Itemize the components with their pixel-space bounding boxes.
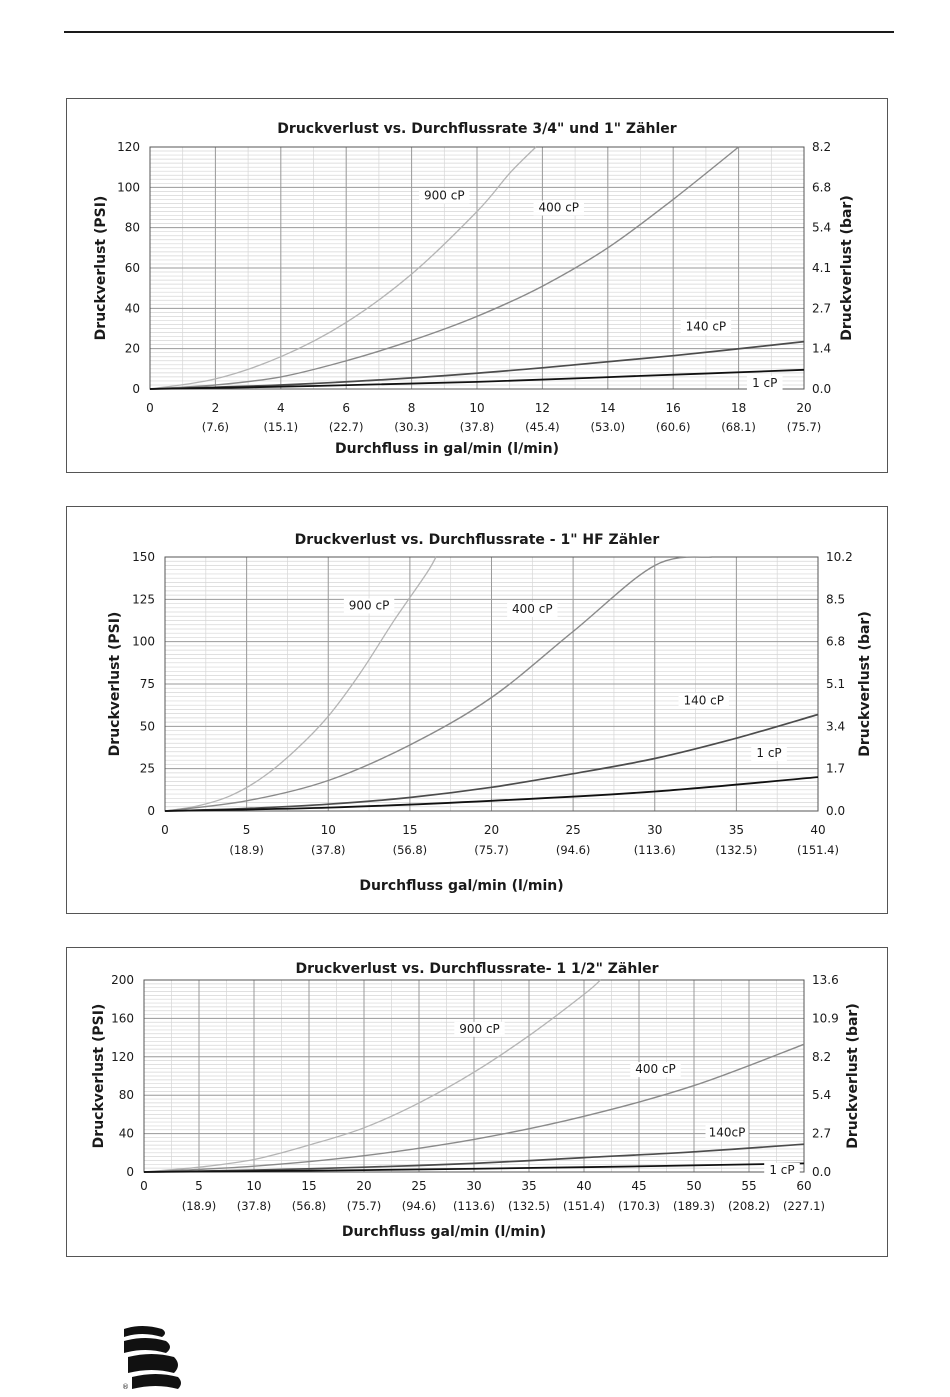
y-tick-label: 125 [132,592,155,607]
y2-tick-label: 8.5 [826,592,846,607]
x-tick-lpm-label: (37.8) [459,420,495,434]
y2-tick-label: 8.2 [812,140,832,154]
top-rule [64,31,894,33]
series-label-140-cp: 140 cP [683,693,725,708]
chart-title: Druckverlust vs. Durchflussrate 3/4" und 1" Zähler [277,121,677,137]
x-tick-lpm-label: (113.6) [633,843,676,857]
y-tick-label: 80 [124,220,140,235]
x-tick-lpm-label: (56.8) [291,1199,327,1213]
y-tick-label: 0 [147,804,155,818]
x-tick-lpm-label: (7.6) [201,420,230,434]
x-tick-label: 30 [647,823,663,837]
x-tick-lpm-label: (94.6) [555,843,591,857]
x-tick-lpm-label: (189.3) [673,1199,715,1213]
x-tick-label: 8 [407,401,416,415]
y-tick-label: 20 [124,341,140,356]
x-tick-label: 2 [211,401,220,415]
x-axis-label: Durchfluss gal/min (l/min) [341,1224,547,1240]
y-tick-label: 120 [117,140,140,154]
x-tick-lpm-label: (45.4) [525,420,560,434]
x-tick-label: 10 [469,401,485,415]
x-tick-label: 30 [466,1179,482,1193]
series-label-400-cp: 400 cP [512,601,553,616]
x-tick-lpm-label: (68.1) [721,420,756,434]
y2-tick-label: 5.4 [812,220,832,235]
company-logo [122,1325,184,1390]
logo-mark-icon [124,1326,181,1389]
x-tick-label: 20 [356,1179,372,1193]
y2-tick-label: 13.6 [812,973,839,987]
x-tick-lpm-label: (208.2) [728,1199,770,1213]
y2-tick-label: 0.0 [812,382,832,396]
x-tick-lpm-label: (113.6) [453,1199,495,1213]
y-tick-label: 120 [111,1049,134,1064]
x-tick-label: 0 [140,1179,148,1193]
y2-tick-label: 0.0 [826,804,846,818]
chart-panel-3-4-and-1-inch [66,98,888,473]
series-label-140cp: 140cP [708,1125,746,1140]
x-tick-lpm-label: (94.6) [401,1199,437,1213]
series-label-1-cp: 1 cP [769,1162,795,1177]
x-tick-lpm-label: (15.1) [263,420,299,434]
x-tick-label: 55 [741,1179,757,1193]
y2-tick-label: 1.7 [826,761,846,776]
y-tick-label: 150 [132,550,155,564]
chart-1-1-2-inch [67,948,889,1258]
series-label-900-cp: 900 cP [424,188,465,203]
y2-tick-label: 10.9 [812,1011,839,1026]
x-tick-label: 40 [576,1179,592,1193]
x-tick-lpm-label: (75.7) [346,1199,382,1213]
y-tick-label: 160 [111,1011,134,1026]
chart-panel-1-1-2-inch [66,947,888,1257]
y2-tick-label: 2.7 [812,1126,832,1141]
series-label-1-cp: 1 cP [752,375,778,390]
x-tick-lpm-label: (227.1) [783,1199,825,1213]
x-tick-lpm-label: (151.4) [563,1199,605,1213]
x-tick-label: 25 [565,823,581,837]
chart-3-4-and-1-inch [67,99,889,474]
y-tick-label: 100 [117,180,140,195]
x-tick-label: 35 [728,823,745,837]
y-tick-label: 40 [124,301,140,316]
y2-tick-label: 5.4 [812,1088,832,1103]
y-tick-label: 0 [132,382,140,396]
x-tick-lpm-label: (37.8) [310,843,346,857]
y-tick-label: 100 [132,634,155,649]
y-tick-label: 0 [126,1165,134,1179]
x-tick-label: 15 [301,1179,317,1193]
x-tick-label: 12 [534,401,551,415]
y2-tick-label: 5.1 [826,677,846,691]
x-tick-lpm-label: (170.3) [618,1199,660,1213]
y2-tick-label: 1.4 [812,341,832,356]
series-label-900-cp: 900 cP [459,1021,500,1036]
y2-tick-label: 4.1 [812,261,832,275]
x-tick-lpm-label: (132.5) [715,843,758,857]
y-tick-label: 75 [139,677,155,691]
x-tick-label: 20 [796,401,812,415]
y2-axis-label: Druckverlust (bar) [845,1003,861,1149]
x-tick-label: 40 [810,823,826,837]
y2-axis-label: Druckverlust (bar) [839,195,855,341]
x-tick-lpm-label: (53.0) [590,420,626,434]
x-tick-label: 45 [631,1179,647,1193]
x-tick-label: 5 [242,823,251,837]
x-tick-label: 20 [483,823,500,837]
x-tick-label: 0 [161,823,169,837]
x-tick-label: 25 [411,1179,427,1193]
y-axis-label: Druckverlust (PSI) [91,1003,107,1149]
x-tick-lpm-label: (75.7) [786,420,822,434]
y2-tick-label: 0.0 [812,1165,832,1179]
x-tick-lpm-label: (37.8) [236,1199,272,1213]
x-tick-lpm-label: (132.5) [508,1199,550,1213]
series-label-400-cp: 400 cP [635,1062,676,1077]
y-tick-label: 80 [118,1088,134,1103]
x-tick-label: 16 [665,401,681,415]
x-tick-lpm-label: (30.3) [394,420,429,434]
y-axis-label: Druckverlust (PSI) [107,611,123,757]
y2-tick-label: 6.8 [826,634,846,649]
chart-title: Druckverlust vs. Durchflussrate- 1 1/2" Zähler [295,961,659,977]
x-tick-label: 35 [521,1179,537,1193]
series-label-900-cp: 900 cP [348,598,390,613]
y-tick-label: 40 [118,1126,134,1141]
x-tick-lpm-label: (22.7) [328,420,364,434]
y-tick-label: 60 [124,261,140,275]
y2-tick-label: 3.4 [826,719,846,734]
y2-tick-label: 6.8 [812,180,832,195]
x-tick-label: 6 [342,401,351,415]
x-tick-label: 60 [796,1179,812,1193]
x-tick-label: 0 [146,401,154,415]
y-tick-label: 50 [139,719,155,734]
y-tick-label: 25 [139,761,155,776]
y2-axis-label: Druckverlust (bar) [857,611,873,757]
series-label-1-cp: 1 cP [756,745,782,760]
series-label-400-cp: 400 cP [538,200,580,215]
y-tick-label: 200 [111,973,134,987]
x-tick-label: 4 [276,401,285,415]
logo-registered-mark: ® [122,1383,129,1390]
chart-title: Druckverlust vs. Durchflussrate - 1" HF Zähler [294,532,660,548]
x-tick-lpm-label: (18.9) [181,1199,217,1213]
x-tick-label: 15 [402,823,418,837]
x-tick-lpm-label: (60.6) [655,420,691,434]
x-tick-lpm-label: (75.7) [474,843,509,857]
y2-tick-label: 10.2 [826,550,853,564]
x-axis-label: Durchfluss gal/min (l/min) [359,878,564,894]
chart-1-inch-hf [67,507,889,915]
x-tick-label: 10 [246,1179,262,1193]
x-tick-label: 50 [686,1179,702,1193]
y-axis-label: Druckverlust (PSI) [93,195,109,341]
x-axis-label: Durchfluss in gal/min (l/min) [335,441,559,457]
y2-tick-label: 2.7 [812,301,832,316]
x-tick-label: 18 [730,401,747,415]
x-tick-lpm-label: (56.8) [392,843,428,857]
x-tick-label: 5 [195,1179,203,1193]
x-tick-lpm-label: (18.9) [229,843,264,857]
x-tick-label: 14 [600,401,616,415]
chart-panel-1-inch-hf [66,506,888,914]
series-label-140-cp: 140 cP [685,319,727,334]
x-tick-label: 10 [320,823,336,837]
y2-tick-label: 8.2 [812,1049,832,1064]
x-tick-lpm-label: (151.4) [797,843,839,857]
